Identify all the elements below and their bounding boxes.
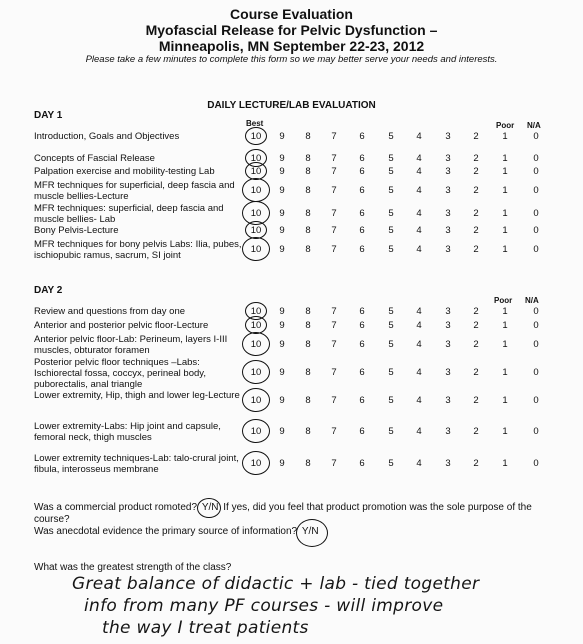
rating-option[interactable]: 2 [473, 153, 479, 164]
rating-option[interactable]: 7 [331, 306, 337, 317]
rating-option[interactable]: 7 [331, 153, 337, 164]
rating-option[interactable]: 7 [331, 225, 337, 236]
rating-option[interactable]: 10 [250, 320, 262, 331]
day1-label: DAY 1 [34, 110, 63, 121]
rating-option[interactable]: 7 [331, 339, 337, 350]
day1-item-label: MFR techniques for superficial, deep fascia and muscle bellies-Lecture [34, 180, 235, 202]
rating-option[interactable]: 2 [473, 367, 479, 378]
day1-item-label: MFR techniques for bony pelvis Labs: Ilia, pubes, ischiopubic ramus, sacrum, SI joint [34, 239, 242, 261]
rating-option[interactable]: 5 [388, 306, 394, 317]
rating-option[interactable]: 2 [473, 185, 479, 196]
rating-option[interactable]: 8 [305, 367, 311, 378]
rating-option[interactable]: 5 [388, 131, 394, 142]
rating-option[interactable]: 5 [388, 320, 394, 331]
rating-option[interactable]: 10 [250, 306, 262, 317]
rating-option[interactable]: 5 [388, 185, 394, 196]
rating-option[interactable]: 8 [305, 395, 311, 406]
rating-option[interactable]: 9 [279, 367, 285, 378]
day2-item-label: Posterior pelvic floor techniques –Labs: Ischiorectal fossa, coccyx, perineal body, puborectalis, anal triangle [34, 357, 206, 390]
rating-option[interactable]: 0 [533, 185, 539, 196]
rating-option[interactable]: 4 [416, 225, 422, 236]
rating-option[interactable]: 5 [388, 426, 394, 437]
rating-option[interactable]: 3 [445, 339, 451, 350]
section-title: DAILY LECTURE/LAB EVALUATION [207, 100, 376, 111]
rating-option[interactable]: 2 [473, 208, 479, 219]
day2-item-label: Anterior and posterior pelvic floor-Lecture [34, 320, 209, 331]
rating-option[interactable]: 8 [305, 306, 311, 317]
rating-option[interactable]: 10 [250, 458, 262, 469]
day1-na-header: N/A [527, 121, 541, 130]
day1-item-label: Bony Pelvis-Lecture [34, 225, 119, 236]
rating-option[interactable]: 10 [250, 244, 262, 255]
day1-item-label: Palpation exercise and mobility-testing Lab [34, 166, 215, 177]
rating-selected-circle [242, 360, 270, 384]
rating-option[interactable]: 10 [250, 395, 262, 406]
rating-selected-circle [242, 237, 270, 261]
rating-option[interactable]: 8 [305, 131, 311, 142]
rating-option[interactable]: 0 [533, 306, 539, 317]
rating-option[interactable]: 2 [473, 225, 479, 236]
rating-option[interactable]: 8 [305, 244, 311, 255]
rating-option[interactable]: 7 [331, 458, 337, 469]
rating-option[interactable]: 2 [473, 395, 479, 406]
rating-option[interactable]: 8 [305, 339, 311, 350]
rating-option[interactable]: 7 [331, 426, 337, 437]
rating-option[interactable]: 4 [416, 131, 422, 142]
rating-option[interactable]: 5 [388, 166, 394, 177]
rating-option[interactable]: 4 [416, 166, 422, 177]
rating-option[interactable]: 7 [331, 131, 337, 142]
handwritten-answer-line1: Great balance of didactic + lab - tied together [72, 574, 480, 594]
rating-option[interactable]: 9 [279, 458, 285, 469]
course-title: Course Evaluation [230, 6, 353, 22]
rating-option[interactable]: 8 [305, 426, 311, 437]
rating-option[interactable]: 1 [502, 339, 508, 350]
rating-option[interactable]: 1 [502, 244, 508, 255]
rating-option[interactable]: 6 [359, 367, 365, 378]
rating-option[interactable]: 2 [473, 320, 479, 331]
rating-option[interactable]: 9 [279, 225, 285, 236]
rating-option[interactable]: 4 [416, 426, 422, 437]
rating-option[interactable]: 6 [359, 185, 365, 196]
rating-option[interactable]: 8 [305, 208, 311, 219]
rating-option[interactable]: 9 [279, 320, 285, 331]
rating-option[interactable]: 10 [250, 426, 262, 437]
rating-option[interactable]: 1 [502, 225, 508, 236]
rating-option[interactable]: 3 [445, 395, 451, 406]
rating-option[interactable]: 0 [533, 395, 539, 406]
rating-option[interactable]: 8 [305, 153, 311, 164]
handwritten-answer-line3: the way I treat patients [102, 618, 309, 638]
day2-item-label: Review and questions from day one [34, 306, 186, 317]
handwritten-answer-line2: info from many PF courses - will improve [84, 596, 444, 616]
day1-best-header: Best [246, 119, 264, 128]
rating-option[interactable]: 4 [416, 320, 422, 331]
rating-option[interactable]: 9 [279, 395, 285, 406]
rating-option[interactable]: 9 [279, 426, 285, 437]
day2-item-label: Lower extremity, Hip, thigh and lower leg-Lecture [34, 390, 240, 401]
rating-option[interactable]: 1 [502, 426, 508, 437]
rating-option[interactable]: 10 [250, 131, 262, 142]
rating-option[interactable]: 4 [416, 306, 422, 317]
rating-option[interactable]: 6 [359, 225, 365, 236]
rating-option[interactable]: 3 [445, 153, 451, 164]
rating-option[interactable]: 1 [502, 185, 508, 196]
commercial-yn-option[interactable]: Y/N [200, 502, 221, 514]
question-commercial [34, 502, 544, 526]
rating-option[interactable]: 1 [502, 306, 508, 317]
rating-option[interactable]: 3 [445, 244, 451, 255]
rating-option[interactable]: 7 [331, 208, 337, 219]
rating-option[interactable]: 5 [388, 225, 394, 236]
day2-item-label: Lower extremity techniques-Lab: talo-crural joint, fibula, interosseus membrane [34, 453, 239, 475]
day1-poor-header: Poor [496, 121, 515, 130]
rating-option[interactable]: 6 [359, 244, 365, 255]
rating-option[interactable]: 6 [359, 426, 365, 437]
rating-option[interactable]: 7 [331, 395, 337, 406]
rating-option[interactable]: 3 [445, 320, 451, 331]
rating-option[interactable]: 2 [473, 131, 479, 142]
rating-option[interactable]: 3 [445, 306, 451, 317]
rating-option[interactable]: 4 [416, 208, 422, 219]
rating-option[interactable]: 0 [533, 458, 539, 469]
rating-option[interactable]: 2 [473, 306, 479, 317]
rating-selected-circle [242, 451, 270, 475]
rating-option[interactable]: 3 [445, 458, 451, 469]
rating-option[interactable]: 6 [359, 320, 365, 331]
day2-poor-header: Poor [494, 296, 513, 305]
rating-selected-circle [242, 178, 270, 202]
question-anecdotal-text: Was anecdotal evidence the primary source of information? [34, 526, 298, 537]
rating-option[interactable]: 6 [359, 306, 365, 317]
day2-item-label: Anterior pelvic floor-Lab: Perineum, layers I-III muscles, obturator foramen [34, 334, 228, 356]
rating-option[interactable]: 7 [331, 320, 337, 331]
rating-option[interactable]: 8 [305, 185, 311, 196]
rating-option[interactable]: 9 [279, 166, 285, 177]
rating-option[interactable]: 1 [502, 153, 508, 164]
rating-option[interactable]: 4 [416, 153, 422, 164]
rating-selected-circle [245, 127, 267, 145]
rating-option[interactable]: 7 [331, 367, 337, 378]
rating-option[interactable]: 10 [250, 367, 262, 378]
rating-option[interactable]: 0 [533, 426, 539, 437]
rating-option[interactable]: 4 [416, 395, 422, 406]
rating-option[interactable]: 5 [388, 244, 394, 255]
rating-option[interactable]: 9 [279, 244, 285, 255]
rating-option[interactable]: 5 [388, 208, 394, 219]
rating-option[interactable]: 9 [279, 306, 285, 317]
rating-option[interactable]: 8 [305, 166, 311, 177]
rating-option[interactable]: 9 [279, 131, 285, 142]
rating-option[interactable]: 9 [279, 153, 285, 164]
rating-option[interactable]: 4 [416, 185, 422, 196]
rating-option[interactable]: 6 [359, 395, 365, 406]
rating-option[interactable]: 1 [502, 320, 508, 331]
rating-option[interactable]: 5 [388, 367, 394, 378]
rating-option[interactable]: 3 [445, 208, 451, 219]
rating-option[interactable]: 0 [533, 166, 539, 177]
rating-option[interactable]: 0 [533, 339, 539, 350]
rating-option[interactable]: 8 [305, 320, 311, 331]
rating-option[interactable]: 3 [445, 131, 451, 142]
rating-option[interactable]: 0 [533, 320, 539, 331]
question-commercial-a: Was a commercial product romoted? [34, 502, 198, 513]
rating-selected-circle [242, 332, 270, 356]
rating-option[interactable]: 2 [473, 426, 479, 437]
rating-option[interactable]: 6 [359, 458, 365, 469]
rating-option[interactable]: 2 [473, 339, 479, 350]
rating-option[interactable]: 4 [416, 367, 422, 378]
rating-option[interactable]: 5 [388, 339, 394, 350]
rating-option[interactable]: 3 [445, 225, 451, 236]
rating-option[interactable]: 0 [533, 225, 539, 236]
course-location-date: Minneapolis, MN September 22-23, 2012 [158, 38, 425, 54]
rating-option[interactable]: 6 [359, 208, 365, 219]
rating-option[interactable]: 8 [305, 225, 311, 236]
rating-option[interactable]: 4 [416, 244, 422, 255]
rating-option[interactable]: 7 [331, 185, 337, 196]
day1-item-label: Introduction, Goals and Objectives [34, 131, 180, 142]
rating-option[interactable]: 7 [331, 166, 337, 177]
rating-option[interactable]: 3 [445, 367, 451, 378]
day1-item-label: Concepts of Fascial Release [34, 153, 155, 164]
rating-option[interactable]: 3 [445, 166, 451, 177]
rating-option[interactable]: 5 [388, 458, 394, 469]
rating-option[interactable]: 3 [445, 185, 451, 196]
rating-option[interactable]: 6 [359, 166, 365, 177]
question-anecdotal [34, 526, 321, 538]
day1-item-label: MFR techniques: superficial, deep fascia and muscle bellies- Lab [34, 203, 224, 225]
instructions: Please take a few minutes to complete this form so we may better serve your needs and interests. [85, 54, 498, 65]
rating-option[interactable]: 6 [359, 131, 365, 142]
rating-option[interactable]: 10 [250, 153, 262, 164]
rating-option[interactable]: 2 [473, 244, 479, 255]
course-name: Myofascial Release for Pelvic Dysfunction – [145, 22, 438, 38]
rating-option[interactable]: 0 [533, 244, 539, 255]
rating-option[interactable]: 10 [250, 208, 262, 219]
rating-option[interactable]: 1 [502, 367, 508, 378]
rating-option[interactable]: 1 [502, 458, 508, 469]
day2-label: DAY 2 [34, 285, 63, 296]
rating-option[interactable]: 10 [250, 225, 262, 236]
day2-na-header: N/A [525, 296, 539, 305]
rating-selected-circle [242, 419, 270, 443]
day2-item-label: Lower extremity-Labs: Hip joint and capsule, femoral neck, thigh muscles [34, 421, 221, 443]
rating-option[interactable]: 2 [473, 458, 479, 469]
rating-option[interactable]: 0 [533, 131, 539, 142]
rating-option[interactable]: 9 [279, 185, 285, 196]
rating-option[interactable]: 0 [533, 367, 539, 378]
question-strength: What was the greatest strength of the class? [34, 562, 232, 573]
rating-option[interactable]: 8 [305, 458, 311, 469]
rating-option[interactable]: 10 [250, 185, 262, 196]
rating-option[interactable]: 1 [502, 208, 508, 219]
rating-option[interactable]: 4 [416, 458, 422, 469]
rating-option[interactable]: 1 [502, 131, 508, 142]
rating-option[interactable]: 2 [473, 166, 479, 177]
rating-option[interactable]: 9 [279, 339, 285, 350]
rating-option[interactable]: 10 [250, 339, 262, 350]
anecdotal-yn-option[interactable]: Y/N [300, 526, 321, 538]
rating-option[interactable]: 1 [502, 395, 508, 406]
rating-option[interactable]: 6 [359, 153, 365, 164]
rating-selected-circle [242, 388, 270, 412]
rating-option[interactable]: 5 [388, 395, 394, 406]
question-commercial-b: If yes, did you feel that product promotion was the sole purpose of the course? [34, 502, 532, 525]
rating-option[interactable]: 7 [331, 244, 337, 255]
rating-option[interactable]: 10 [250, 166, 262, 177]
rating-option[interactable]: 0 [533, 208, 539, 219]
rating-option[interactable]: 3 [445, 426, 451, 437]
rating-option[interactable]: 1 [502, 166, 508, 177]
rating-option[interactable]: 0 [533, 153, 539, 164]
rating-option[interactable]: 4 [416, 339, 422, 350]
rating-option[interactable]: 6 [359, 339, 365, 350]
rating-option[interactable]: 9 [279, 208, 285, 219]
rating-option[interactable]: 5 [388, 153, 394, 164]
